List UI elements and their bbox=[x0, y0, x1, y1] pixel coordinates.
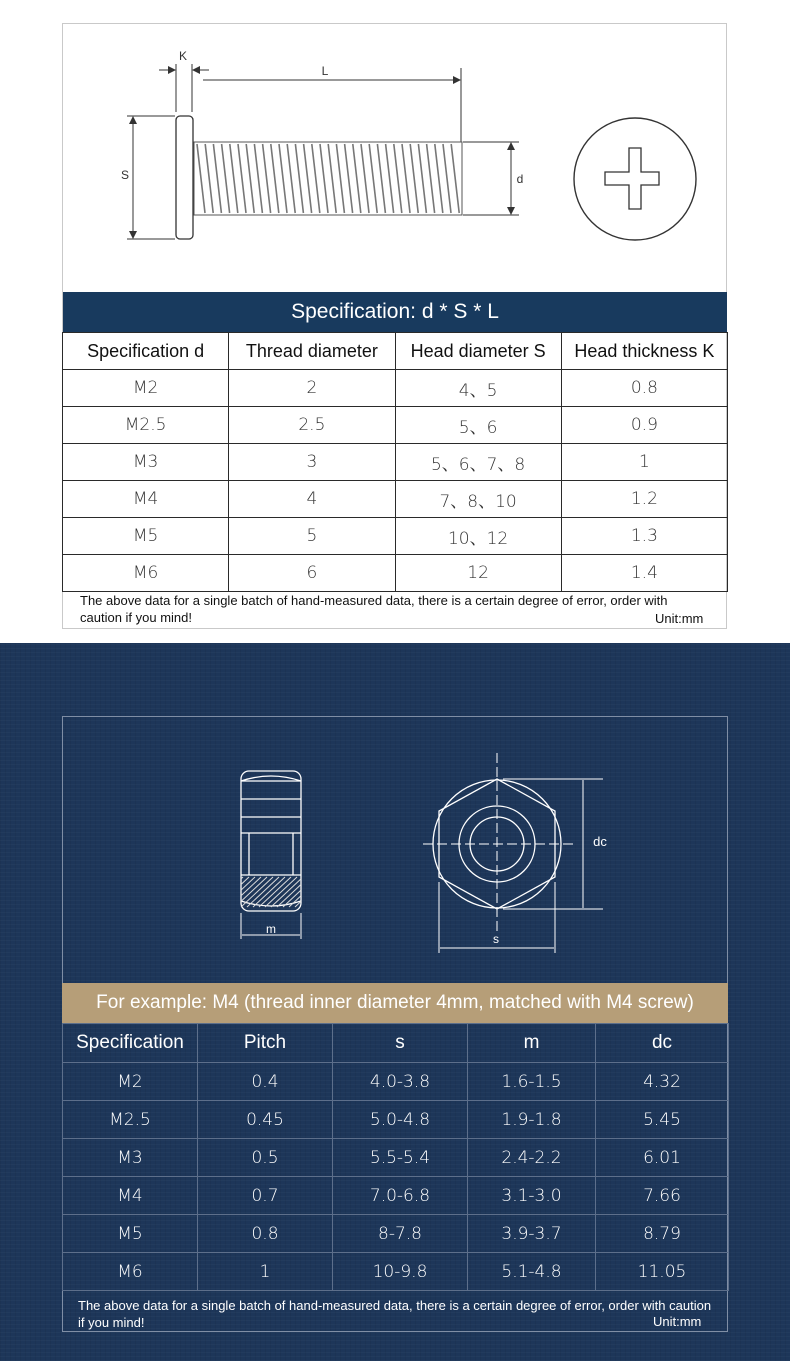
column-header: m bbox=[468, 1024, 596, 1063]
table-cell: 1 bbox=[198, 1253, 333, 1291]
table-cell: 1.9-1.8 bbox=[468, 1101, 596, 1139]
disclaimer-note: The above data for a single batch of hand-measured data, there is a certain degree of error, order with caution if you mind! bbox=[78, 1298, 712, 1330]
table-cell: M5 bbox=[63, 1215, 198, 1253]
table-row bbox=[63, 1063, 729, 1101]
table-header-row bbox=[63, 1024, 729, 1063]
table-cell: 5 bbox=[229, 518, 395, 555]
nut-hatch bbox=[241, 877, 301, 907]
table-cell: 10、12 bbox=[395, 518, 561, 555]
dc-label: dc bbox=[593, 834, 607, 849]
table-cell: 0.8 bbox=[198, 1215, 333, 1253]
table-cell: 8-7.8 bbox=[333, 1215, 468, 1253]
table-cell: 4、5 bbox=[395, 370, 561, 407]
column-header: Specification bbox=[63, 1024, 198, 1063]
table-cell: 6.01 bbox=[596, 1139, 729, 1177]
column-header: Pitch bbox=[198, 1024, 333, 1063]
nut-spec-table bbox=[62, 1023, 729, 1291]
table-cell: 0.8 bbox=[561, 370, 727, 407]
table-row bbox=[63, 370, 728, 407]
table-cell: 3.1-3.0 bbox=[468, 1177, 596, 1215]
table-cell: M2.5 bbox=[63, 407, 229, 444]
table-cell: 3.9-3.7 bbox=[468, 1215, 596, 1253]
table-cell: 7.0-6.8 bbox=[333, 1177, 468, 1215]
screw-spec-table bbox=[62, 332, 728, 592]
s-dim-label: s bbox=[493, 932, 499, 946]
l-label: L bbox=[321, 64, 329, 78]
table-cell: 2.4-2.2 bbox=[468, 1139, 596, 1177]
column-header: dc bbox=[596, 1024, 729, 1063]
table-cell: 5、6 bbox=[395, 407, 561, 444]
table-cell: M5 bbox=[63, 518, 229, 555]
table-cell: 0.9 bbox=[561, 407, 727, 444]
table-cell: 3 bbox=[229, 444, 395, 481]
table-cell: 10-9.8 bbox=[333, 1253, 468, 1291]
column-header: s bbox=[333, 1024, 468, 1063]
table-row bbox=[63, 444, 728, 481]
table-cell: 11.05 bbox=[596, 1253, 729, 1291]
table-cell: 4 bbox=[229, 481, 395, 518]
table-cell: M2 bbox=[63, 1063, 198, 1101]
table-cell: 1.2 bbox=[561, 481, 727, 518]
screw-head-shape bbox=[176, 116, 193, 239]
k-label: K bbox=[178, 49, 188, 63]
unit-label: Unit:mm bbox=[655, 611, 704, 626]
table-cell: 0.4 bbox=[198, 1063, 333, 1101]
table-row bbox=[63, 1253, 729, 1291]
table-cell: 1.6-1.5 bbox=[468, 1063, 596, 1101]
table-cell: 5.5-5.4 bbox=[333, 1139, 468, 1177]
d-label: d bbox=[516, 172, 524, 186]
table-cell: 7.66 bbox=[596, 1177, 729, 1215]
table-row bbox=[63, 1139, 729, 1177]
table-cell: 5、6、7、8 bbox=[395, 444, 561, 481]
unit-label: Unit:mm bbox=[653, 1314, 702, 1329]
table-cell: M4 bbox=[63, 1177, 198, 1215]
screw-diagram bbox=[63, 24, 727, 292]
table-cell: 2.5 bbox=[229, 407, 395, 444]
table-cell: 0.5 bbox=[198, 1139, 333, 1177]
table-cell: 7、8、10 bbox=[395, 481, 561, 518]
table-cell: 5.0-4.8 bbox=[333, 1101, 468, 1139]
table-cell: 1.3 bbox=[561, 518, 727, 555]
table-row bbox=[63, 1215, 729, 1253]
table-row bbox=[63, 1177, 729, 1215]
example-title: For example: M4 (thread inner diameter 4mm, matched with M4 screw) bbox=[62, 983, 728, 1023]
column-header: Head thickness K bbox=[561, 333, 727, 370]
table-cell: 1.4 bbox=[561, 555, 727, 592]
table-cell: 4.32 bbox=[596, 1063, 729, 1101]
table-cell: M6 bbox=[63, 555, 229, 592]
table-row bbox=[63, 555, 728, 592]
table-cell: 5.45 bbox=[596, 1101, 729, 1139]
table-header-row bbox=[63, 333, 728, 370]
m-label: m bbox=[266, 922, 276, 936]
table-cell: 1 bbox=[561, 444, 727, 481]
table-cell: M4 bbox=[63, 481, 229, 518]
column-header: Head diameter S bbox=[395, 333, 561, 370]
table-cell: M3 bbox=[63, 444, 229, 481]
s-label: S bbox=[120, 168, 130, 182]
table-cell: 6 bbox=[229, 555, 395, 592]
nut-diagram bbox=[63, 717, 727, 983]
table-cell: M6 bbox=[63, 1253, 198, 1291]
table-row bbox=[63, 1101, 729, 1139]
disclaimer-note: The above data for a single batch of hand-measured data, there is a certain degree of error, order with caution if you mind! bbox=[80, 593, 668, 625]
table-row bbox=[63, 481, 728, 518]
table-cell: 12 bbox=[395, 555, 561, 592]
table-cell: M3 bbox=[63, 1139, 198, 1177]
table-cell: M2 bbox=[63, 370, 229, 407]
table-row bbox=[63, 407, 728, 444]
table-cell: 8.79 bbox=[596, 1215, 729, 1253]
column-header: Specification d bbox=[63, 333, 229, 370]
spec-title: Specification: d * S * L bbox=[63, 292, 727, 332]
table-cell: 5.1-4.8 bbox=[468, 1253, 596, 1291]
table-cell: 0.45 bbox=[198, 1101, 333, 1139]
table-cell: 0.7 bbox=[198, 1177, 333, 1215]
column-header: Thread diameter bbox=[229, 333, 395, 370]
table-cell: 4.0-3.8 bbox=[333, 1063, 468, 1101]
table-cell: M2.5 bbox=[63, 1101, 198, 1139]
table-row bbox=[63, 518, 728, 555]
table-cell: 2 bbox=[229, 370, 395, 407]
